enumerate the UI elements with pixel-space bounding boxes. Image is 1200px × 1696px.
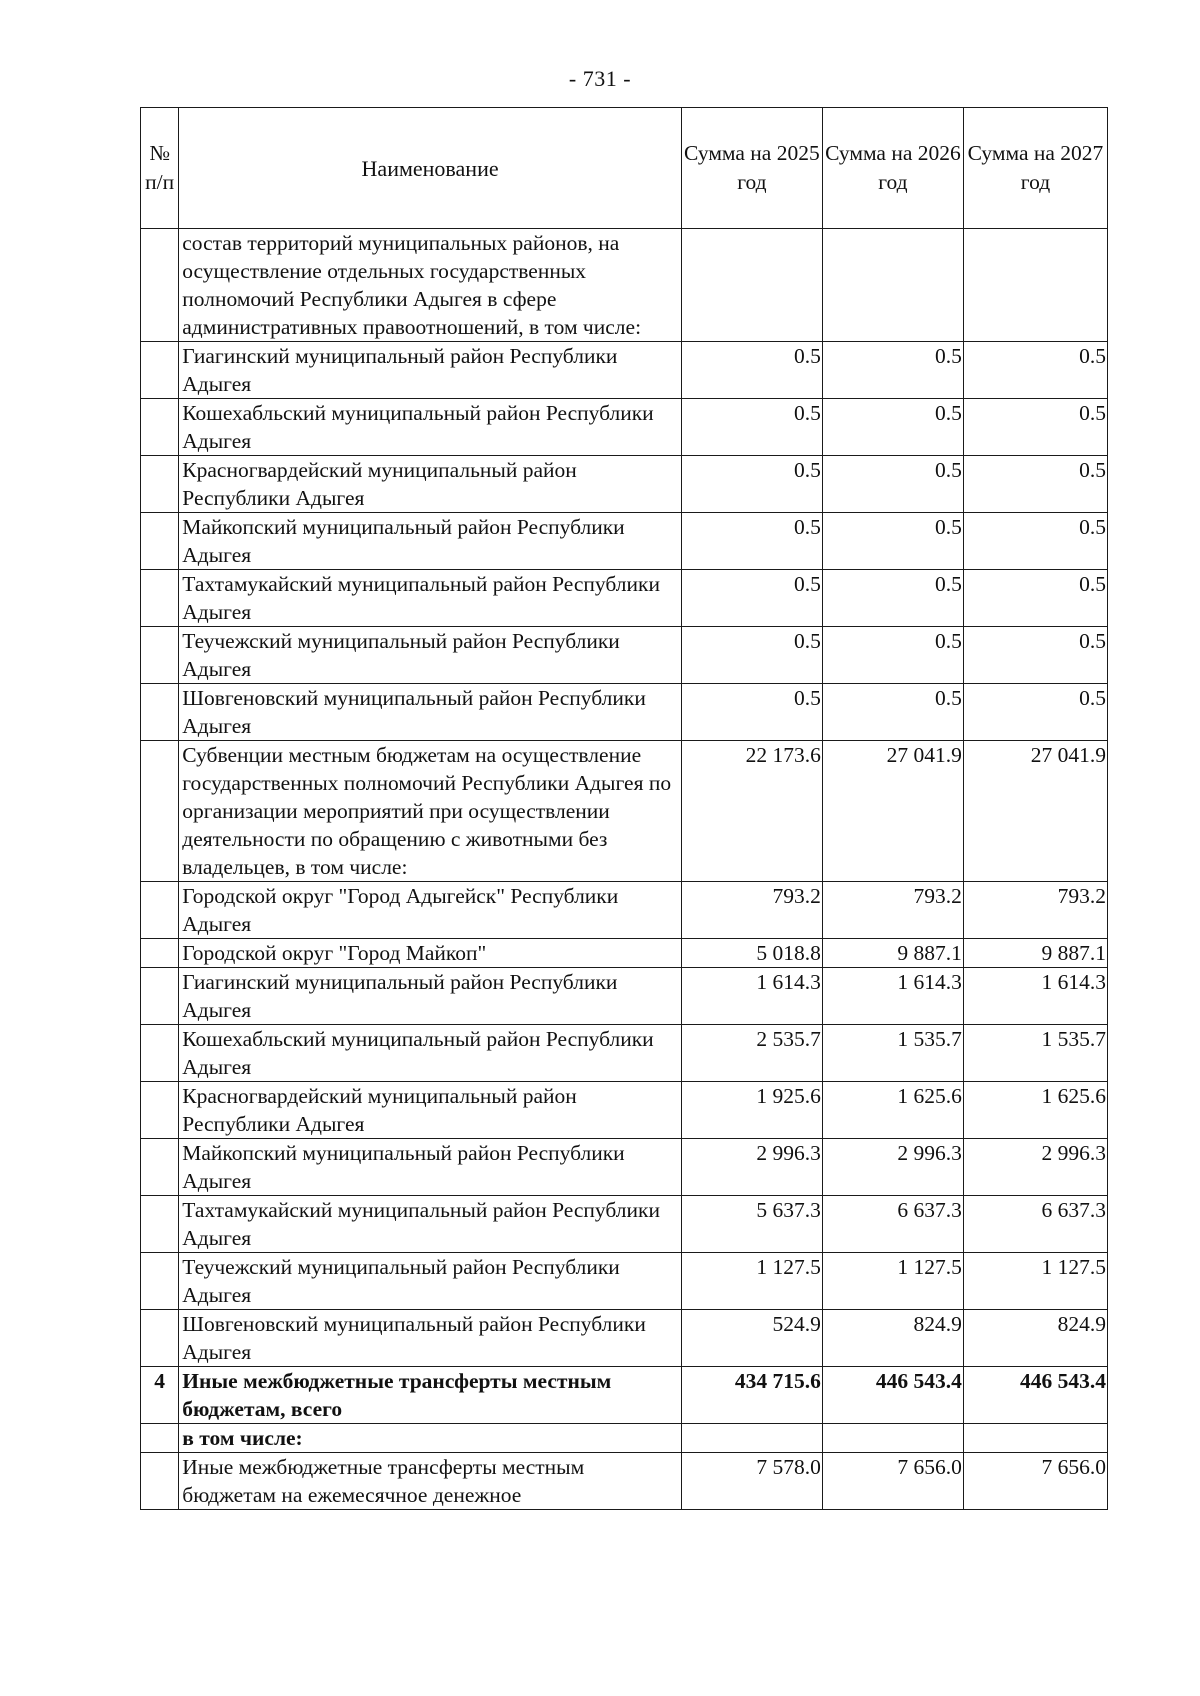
row-value-2025: 0.5 bbox=[681, 342, 822, 399]
row-value-2025: 0.5 bbox=[681, 570, 822, 627]
page-number: - 731 - bbox=[568, 66, 632, 91]
row-value-2025: 0.5 bbox=[681, 513, 822, 570]
row-number bbox=[141, 342, 179, 399]
row-value-2027: 6 637.3 bbox=[963, 1196, 1107, 1253]
row-name: Красногвардейский муниципальный район Республики Адыгея bbox=[179, 456, 682, 513]
row-value-2025: 0.5 bbox=[681, 627, 822, 684]
table-row bbox=[141, 1139, 1108, 1196]
row-value-2027: 0.5 bbox=[963, 570, 1107, 627]
row-value-2027: 1 614.3 bbox=[963, 968, 1107, 1025]
row-value-2025: 2 535.7 bbox=[681, 1025, 822, 1082]
row-value-2027: 9 887.1 bbox=[963, 939, 1107, 968]
table-row bbox=[141, 399, 1108, 456]
row-name: Кошехабльский муниципальный район Республики Адыгея bbox=[179, 1025, 682, 1082]
row-name: в том числе: bbox=[179, 1424, 682, 1453]
row-value-2025: 2 996.3 bbox=[681, 1139, 822, 1196]
row-name: Шовгеновский муниципальный район Республики Адыгея bbox=[179, 684, 682, 741]
row-value-2026: 7 656.0 bbox=[822, 1453, 963, 1510]
row-name: Субвенции местным бюджетам на осуществление государственных полномочий Республики Адыгея по организации мероприятий при осуществлении деятельности по обращению с животными без владельцев, в том числе: bbox=[179, 741, 682, 882]
row-value-2027: 1 535.7 bbox=[963, 1025, 1107, 1082]
row-value-2025: 5 637.3 bbox=[681, 1196, 822, 1253]
row-name: Красногвардейский муниципальный район Республики Адыгея bbox=[179, 1082, 682, 1139]
row-value-2025 bbox=[681, 1424, 822, 1453]
table-row bbox=[141, 684, 1108, 741]
row-value-2025: 1 614.3 bbox=[681, 968, 822, 1025]
row-name: Гиагинский муниципальный район Республики Адыгея bbox=[179, 968, 682, 1025]
row-value-2026: 793.2 bbox=[822, 882, 963, 939]
row-name: Иные межбюджетные трансферты местным бюджетам на ежемесячное денежное bbox=[179, 1453, 682, 1510]
row-number bbox=[141, 882, 179, 939]
row-value-2025: 5 018.8 bbox=[681, 939, 822, 968]
row-value-2026: 446 543.4 bbox=[822, 1367, 963, 1424]
row-value-2026: 1 625.6 bbox=[822, 1082, 963, 1139]
row-number bbox=[141, 1253, 179, 1310]
row-number bbox=[141, 627, 179, 684]
row-value-2025: 7 578.0 bbox=[681, 1453, 822, 1510]
row-number bbox=[141, 1424, 179, 1453]
table-header-row bbox=[141, 108, 1108, 229]
row-number bbox=[141, 1025, 179, 1082]
table-row bbox=[141, 1253, 1108, 1310]
row-value-2027: 27 041.9 bbox=[963, 741, 1107, 882]
header-2027: Сумма на 2027 год bbox=[963, 108, 1107, 229]
row-number bbox=[141, 1310, 179, 1367]
row-value-2027 bbox=[963, 229, 1107, 342]
row-value-2025: 1 925.6 bbox=[681, 1082, 822, 1139]
row-value-2025 bbox=[681, 229, 822, 342]
table-row bbox=[141, 1025, 1108, 1082]
budget-table bbox=[140, 107, 1108, 1510]
table-row bbox=[141, 1424, 1108, 1453]
row-value-2026: 27 041.9 bbox=[822, 741, 963, 882]
row-number bbox=[141, 1196, 179, 1253]
row-value-2025: 22 173.6 bbox=[681, 741, 822, 882]
row-name: состав территорий муниципальных районов, на осуществление отдельных государственных полномочий Республики Адыгея в сфере административных правоотношений, в том числе: bbox=[179, 229, 682, 342]
row-value-2026: 0.5 bbox=[822, 684, 963, 741]
row-value-2025: 524.9 bbox=[681, 1310, 822, 1367]
row-value-2026: 0.5 bbox=[822, 513, 963, 570]
row-number bbox=[141, 1139, 179, 1196]
row-value-2026: 2 996.3 bbox=[822, 1139, 963, 1196]
row-value-2027: 0.5 bbox=[963, 342, 1107, 399]
row-number bbox=[141, 399, 179, 456]
row-name: Шовгеновский муниципальный район Республики Адыгея bbox=[179, 1310, 682, 1367]
row-value-2027: 0.5 bbox=[963, 456, 1107, 513]
table-row bbox=[141, 1310, 1108, 1367]
row-value-2026: 0.5 bbox=[822, 627, 963, 684]
table-body bbox=[141, 229, 1108, 1510]
row-name: Городской округ "Город Майкоп" bbox=[179, 939, 682, 968]
row-name: Гиагинский муниципальный район Республики Адыгея bbox=[179, 342, 682, 399]
row-value-2025: 793.2 bbox=[681, 882, 822, 939]
row-value-2025: 0.5 bbox=[681, 684, 822, 741]
row-value-2027: 446 543.4 bbox=[963, 1367, 1107, 1424]
row-value-2027: 1 127.5 bbox=[963, 1253, 1107, 1310]
row-value-2027: 793.2 bbox=[963, 882, 1107, 939]
row-value-2026 bbox=[822, 229, 963, 342]
header-2025: Сумма на 2025 год bbox=[681, 108, 822, 229]
row-value-2026: 0.5 bbox=[822, 456, 963, 513]
row-name: Иные межбюджетные трансферты местным бюджетам, всего bbox=[179, 1367, 682, 1424]
row-name: Кошехабльский муниципальный район Республики Адыгея bbox=[179, 399, 682, 456]
table-row bbox=[141, 229, 1108, 342]
table-row bbox=[141, 939, 1108, 968]
row-number bbox=[141, 684, 179, 741]
table-row bbox=[141, 1367, 1108, 1424]
table-row bbox=[141, 456, 1108, 513]
row-number bbox=[141, 1082, 179, 1139]
table-row bbox=[141, 968, 1108, 1025]
row-number bbox=[141, 741, 179, 882]
row-number: 4 bbox=[141, 1367, 179, 1424]
row-number bbox=[141, 456, 179, 513]
table-row bbox=[141, 342, 1108, 399]
row-value-2027: 0.5 bbox=[963, 684, 1107, 741]
row-value-2026: 1 614.3 bbox=[822, 968, 963, 1025]
row-value-2025: 0.5 bbox=[681, 456, 822, 513]
row-value-2026: 0.5 bbox=[822, 399, 963, 456]
table-row bbox=[141, 627, 1108, 684]
table-row bbox=[141, 1196, 1108, 1253]
table-row bbox=[141, 741, 1108, 882]
row-value-2026: 0.5 bbox=[822, 342, 963, 399]
row-name: Теучежский муниципальный район Республики Адыгея bbox=[179, 1253, 682, 1310]
row-name: Майкопский муниципальный район Республики Адыгея bbox=[179, 1139, 682, 1196]
table-row bbox=[141, 513, 1108, 570]
header-2026: Сумма на 2026 год bbox=[822, 108, 963, 229]
row-value-2025: 434 715.6 bbox=[681, 1367, 822, 1424]
table-row bbox=[141, 570, 1108, 627]
row-number bbox=[141, 1453, 179, 1510]
header-name: Наименование bbox=[179, 108, 682, 229]
table-row bbox=[141, 882, 1108, 939]
row-value-2026: 9 887.1 bbox=[822, 939, 963, 968]
row-value-2027: 824.9 bbox=[963, 1310, 1107, 1367]
row-name: Тахтамукайский муниципальный район Республики Адыгея bbox=[179, 1196, 682, 1253]
row-value-2026 bbox=[822, 1424, 963, 1453]
row-value-2026: 1 535.7 bbox=[822, 1025, 963, 1082]
row-value-2027: 0.5 bbox=[963, 399, 1107, 456]
row-value-2027: 2 996.3 bbox=[963, 1139, 1107, 1196]
row-number bbox=[141, 570, 179, 627]
row-value-2025: 0.5 bbox=[681, 399, 822, 456]
row-number bbox=[141, 968, 179, 1025]
row-name: Теучежский муниципальный район Республики Адыгея bbox=[179, 627, 682, 684]
row-value-2026: 824.9 bbox=[822, 1310, 963, 1367]
row-name: Тахтамукайский муниципальный район Республики Адыгея bbox=[179, 570, 682, 627]
table-row bbox=[141, 1453, 1108, 1510]
row-value-2027 bbox=[963, 1424, 1107, 1453]
row-number bbox=[141, 513, 179, 570]
row-value-2027: 1 625.6 bbox=[963, 1082, 1107, 1139]
row-value-2026: 6 637.3 bbox=[822, 1196, 963, 1253]
row-value-2025: 1 127.5 bbox=[681, 1253, 822, 1310]
row-value-2027: 0.5 bbox=[963, 513, 1107, 570]
row-name: Майкопский муниципальный район Республики Адыгея bbox=[179, 513, 682, 570]
row-number bbox=[141, 229, 179, 342]
row-name: Городской округ "Город Адыгейск" Республики Адыгея bbox=[179, 882, 682, 939]
table-row bbox=[141, 1082, 1108, 1139]
row-value-2027: 7 656.0 bbox=[963, 1453, 1107, 1510]
row-value-2026: 1 127.5 bbox=[822, 1253, 963, 1310]
row-number bbox=[141, 939, 179, 968]
row-value-2026: 0.5 bbox=[822, 570, 963, 627]
row-value-2027: 0.5 bbox=[963, 627, 1107, 684]
header-num: № п/п bbox=[141, 108, 179, 229]
